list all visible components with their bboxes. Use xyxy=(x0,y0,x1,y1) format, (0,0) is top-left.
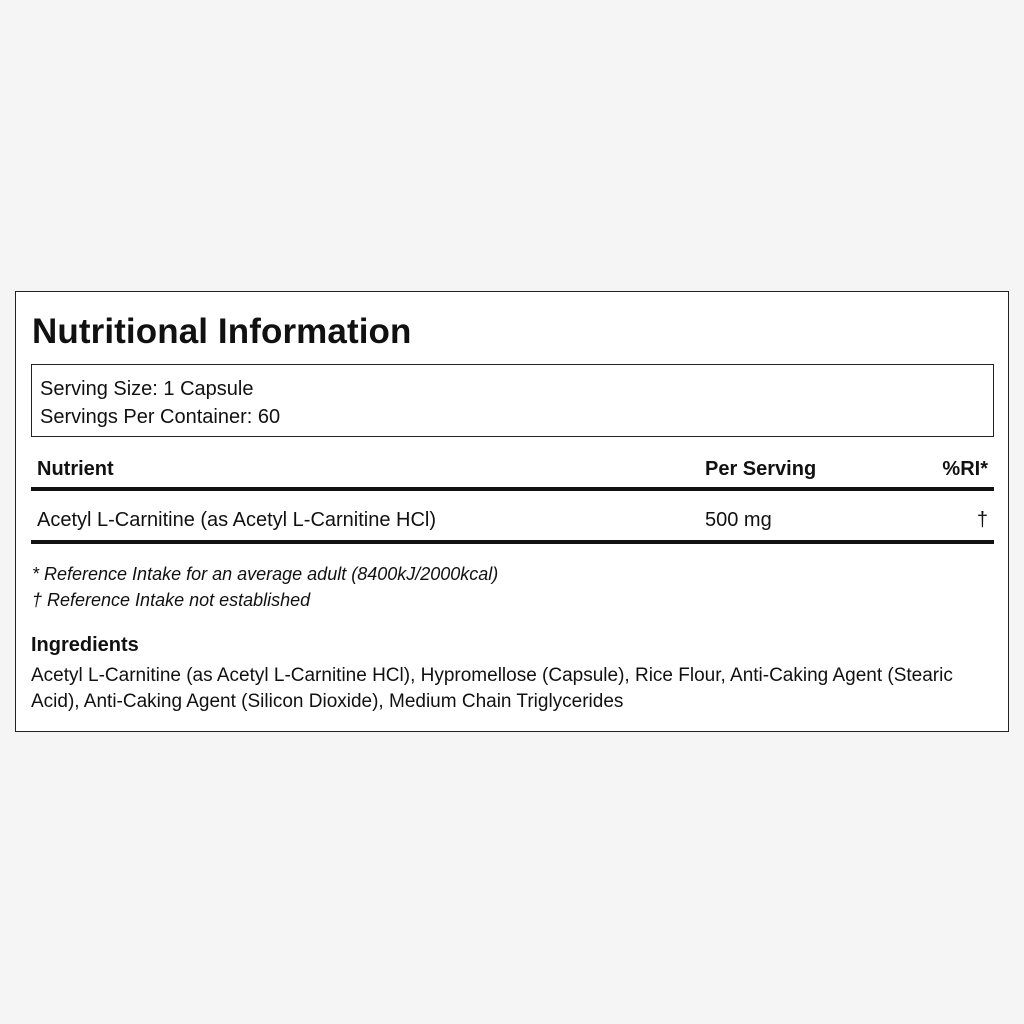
ingredients-text: Acetyl L-Carnitine (as Acetyl L-Carnitine HCl), Hypromellose (Capsule), Rice Flour, Anti-Caking Agent (Stearic Acid), Anti-Caking Agent (Silicon Dioxide), Medium Chain Triglycerides xyxy=(31,665,953,712)
footnotes xyxy=(32,561,992,613)
column-header-nutrient: Nutrient xyxy=(37,458,114,480)
nutrient-name: Acetyl L-Carnitine (as Acetyl L-Carnitine HCl) xyxy=(37,509,437,531)
ri-value: † xyxy=(976,509,988,531)
panel-title: Nutritional Information xyxy=(32,312,412,351)
nutrient-table-header xyxy=(31,455,994,491)
per-serving-value: 500 mg xyxy=(705,509,772,531)
nutrition-panel xyxy=(15,291,1009,732)
column-header-ri: %RI* xyxy=(942,458,988,480)
footnote-not-established: † Reference Intake not established xyxy=(32,590,311,610)
servings-per-container: Servings Per Container: 60 xyxy=(40,406,281,428)
column-header-per-serving: Per Serving xyxy=(705,458,817,480)
serving-size: Serving Size: 1 Capsule xyxy=(40,378,254,400)
table-row xyxy=(31,506,994,544)
ingredients-title: Ingredients xyxy=(31,634,139,656)
serving-info-box xyxy=(31,364,994,437)
footnote-reference-intake: * Reference Intake for an average adult (8400kJ/2000kcal) xyxy=(32,564,499,584)
